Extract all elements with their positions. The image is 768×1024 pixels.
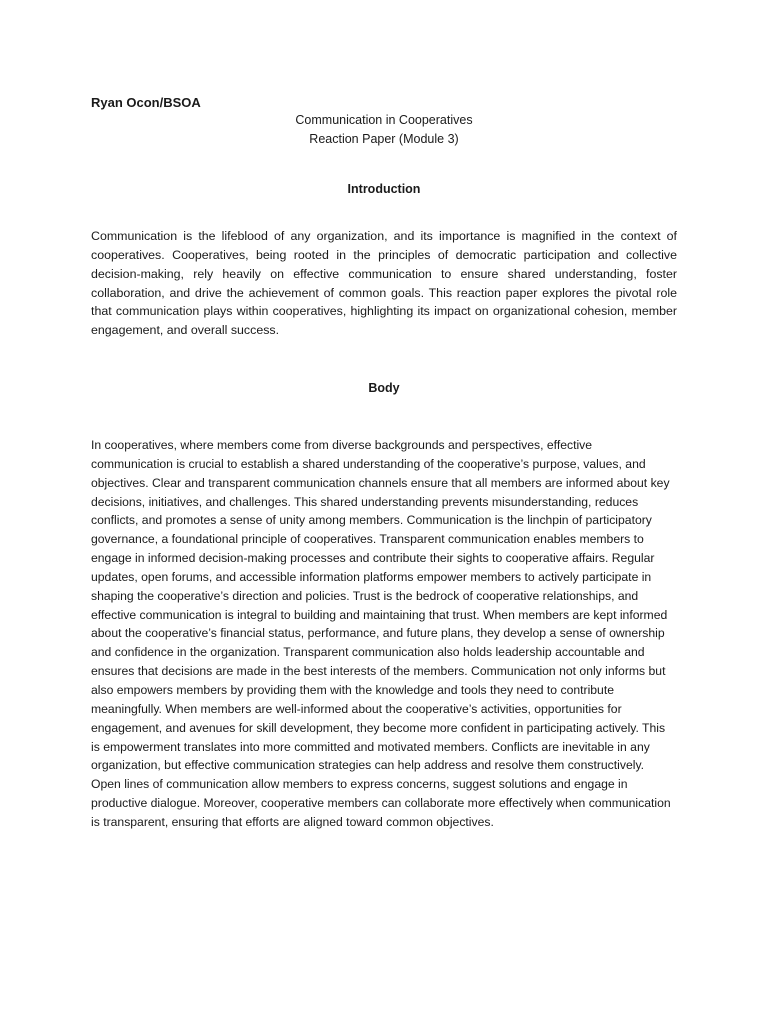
- document-title: Communication in Cooperatives: [295, 113, 473, 127]
- document-subtitle: Reaction Paper (Module 3): [309, 131, 459, 146]
- section-heading-body: Body: [368, 381, 400, 395]
- section-heading-introduction: Introduction: [347, 182, 421, 196]
- title-block: [0, 111, 768, 148]
- author-line: Ryan Ocon/BSOA: [91, 95, 201, 110]
- introduction-paragraph: Communication is the lifeblood of any organization, and its importance is magnified in the context of cooperatives. Cooperatives, being rooted in the principles of democratic participation and collective decision-making, rely heavily on effective communication to ensure shared understanding, foster collaboration, and drive the achievement of common goals. This reaction paper explores the pivotal role that communication plays within cooperatives, highlighting its impact on organizational cohesion, member engagement, and overall success.: [91, 229, 677, 338]
- body-paragraph: In cooperatives, where members come from diverse backgrounds and perspectives, effective communication is crucial to establish a shared understanding of the cooperative’s purpose, values, and objectives. Clear and transparent communication channels ensure that all members are informed about key decisions, initiatives, and challenges. This shared understanding prevents misunderstanding, reduces conflicts, and promotes a sense of unity among members. Communication is the linchpin of participatory governance, a foundational principle of cooperatives. Transparent communication enables members to engage in informed decision-making processes and contribute their sights to cooperative affairs. Regular updates, open forums, and accessible information platforms empower members to actively participate in shaping the cooperative’s direction and policies. Trust is the bedrock of cooperative relationships, and effective communication is integral to building and maintaining that trust. When members are kept informed about the cooperative’s financial status, performance, and future plans, they develop a sense of ownership and confidence in the organization. Transparent communication also holds leadership accountable and ensures that decisions are made in the best interests of the members. Communication not only informs but also empowers members by providing them with the knowledge and tools they need to contribute meaningfully. When members are well-informed about the cooperative’s activities, opportunities for engagement, and avenues for skill development, they become more confident in participating actively. This is empowerment translates into more committed and motivated members. Conflicts are inevitable in any organization, but effective communication strategies can help address and resolve them constructively. Open lines of communication allow members to express concerns, suggest solutions and engage in productive dialogue. Moreover, cooperative members can collaborate more effectively when communication is transparent, ensuring that efforts are aligned toward common objectives.: [91, 438, 671, 829]
